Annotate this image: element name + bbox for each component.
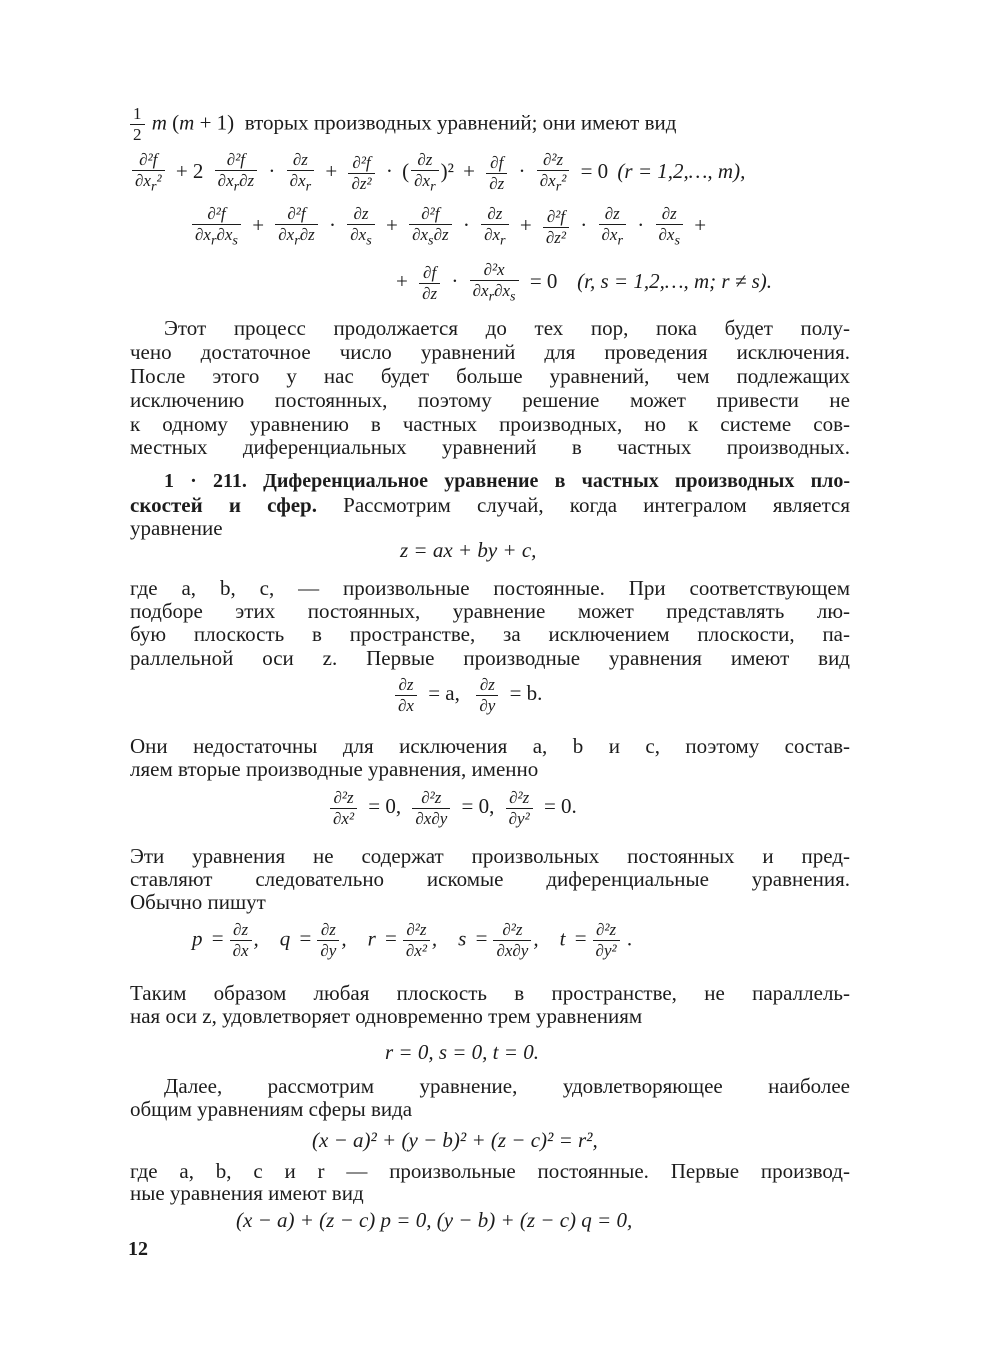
para5-line-1: Таким образом любая плоскость в пространстве, не параллель- (130, 981, 850, 1005)
para1-line-3: После этого у нас будет больше уравнений, чем подлежащих (130, 364, 850, 388)
para2-line-3: бую плоскость в пространстве, за исключением плоскости, па- (130, 622, 850, 646)
top-lead-text: вторых производных уравнений; они имеют вид (244, 110, 677, 135)
equation-notation-pqrst: p = $\frac{\partial z}{\partial x}$ , q = $\frac{\partial z}{\partial y}$ , r = $\frac{\text{∂²z}}{\text{∂x²}}$ , s = $\frac{\text{∂²z}}{\partial x\partial y}$ , t = $\frac{\text{∂²z}}{\text{∂y²}}$ . (192, 920, 633, 960)
equation-rst-zero: r = 0, s = 0, t = 0. (385, 1040, 539, 1064)
equation-second-derivatives-zero: $\frac{\text{∂²z}}{\text{∂x²}}$ = 0, $\frac{\text{∂²z}}{\partial x\partial y}$ = 0, $\frac{\text{∂²z}}{\text{∂y²}}$ = 0. (328, 788, 581, 829)
para1-line-2: чено достаточное число уравнений для проведения исключения. (130, 340, 850, 364)
para4-line-3: Обычно пишут (130, 890, 266, 914)
section-number: 1 · 211. (164, 470, 247, 492)
para7-line-1: где a, b, c и r — произвольные постоянные. Первые производ- (130, 1159, 850, 1183)
para1-line-5: к одному уравнению в частных производных, но к системе сов- (130, 412, 850, 436)
para3-line-1: Они недостаточны для исключения a, b и c, поэтому состав- (130, 734, 850, 758)
para2-line-1: где a, b, c, — произвольные постоянные. При соответствующем (130, 576, 850, 600)
section-title-2: скостей и сфер. (130, 493, 317, 517)
top-line: $\frac{1}{2}$ m (m + 1) вторых производных уравнений; они имеют вид (128, 104, 676, 145)
eq1-condition: (r = 1,2,…, m), (617, 159, 746, 184)
para7-line-2: ные уравнения имеют вид (130, 1181, 364, 1205)
equation-plane: z = ax + by + c, (400, 538, 537, 562)
equation-first-derivatives: $\frac{\partial z}{\partial x}$ = a, $\frac{\partial z}{\partial y}$ = b. (393, 675, 546, 716)
half-fraction: $\frac{1}{2}$ (130, 104, 145, 145)
eq3-condition: (r, s = 1,2,…, m; r ≠ s). (577, 269, 773, 294)
section-title-1: Диференциальное уравнение в частных производных пло- (263, 470, 850, 492)
para4-line-2: ставляют следовательно искомые диференциальные уравнения. (130, 867, 850, 891)
section-heading-line-1 (164, 470, 850, 493)
equation-second-derivatives-1: $\frac{\text{∂²f}}{\partial x_r^2}$ + 2 $\frac{\text{∂²f}}{\partial x_r\partial z}$ · $\frac{\partial z}{\partial x_r}$ + $\frac{\text{∂²f}}{\text{∂z²}}$ · ( $\frac{\partial z}{\partial x_r}$ )² + $\frac{\partial f}{\partial z}$ · $\frac{\text{∂²z}}{\partial x_r^2}$ = 0 (r = 1,2,…, m), (130, 150, 745, 196)
page-number: 12 (128, 1238, 148, 1260)
para2-line-2: подборе этих постоянных, уравнение может представлять лю- (130, 599, 850, 623)
para6-line-2: общим уравнениям сферы вида (130, 1097, 413, 1121)
section-line-3: уравнение (130, 516, 223, 540)
para5-line-2: ная оси z, удовлетворяет одновременно трем уравнениям (130, 1004, 643, 1028)
para1-line-1: Этот процесс продолжается до тех пор, пока будет полу- (164, 316, 850, 340)
section-text-2: Рассмотрим случай, когда интегралом является (343, 493, 851, 517)
para2-line-4: раллельной оси z. Первые производные уравнения имеют вид (130, 646, 850, 670)
equation-sphere-first-derivatives: (x − a) + (z − c) p = 0, (y − b) + (z − c) q = 0, (236, 1208, 633, 1232)
para6-line-1: Далее, рассмотрим уравнение, удовлетворяющее наиболее (164, 1074, 850, 1098)
para3-line-2: ляем вторые производные уравнения, именно (130, 757, 539, 781)
para1-line-6: местных диференциальных уравнений в частных производных. (130, 435, 850, 459)
equation-sphere: (x − a)² + (y − b)² + (z − c)² = r², (312, 1128, 598, 1152)
para1-line-4: исключению постоянных, поэтому решение может привести не (130, 388, 850, 412)
equation-second-derivatives-2: $\frac{\text{∂²f}}{\partial x_r\partial x_s}$ + $\frac{\text{∂²f}}{\partial x_r\partial z}$ · $\frac{\partial z}{\partial x_s}$ + $\frac{\text{∂²f}}{\partial x_s\partial z}$ · $\frac{\partial z}{\partial x_r}$ + $\frac{\text{∂²f}}{\text{∂z²}}$ · $\frac{\partial z}{\partial x_r}$ · $\frac{\partial z}{\partial x_s}$ + (190, 204, 710, 250)
para4-line-1: Эти уравнения не содержат произвольных постоянных и пред- (130, 844, 850, 868)
equation-second-derivatives-3: + $\frac{\partial f}{\partial z}$ · $\frac{\text{∂²x}}{\partial x_r\partial x_s}$ = 0 (r, s = 1,2,…, m; r ≠ s). (396, 260, 773, 305)
section-heading-line-2 (130, 494, 850, 517)
